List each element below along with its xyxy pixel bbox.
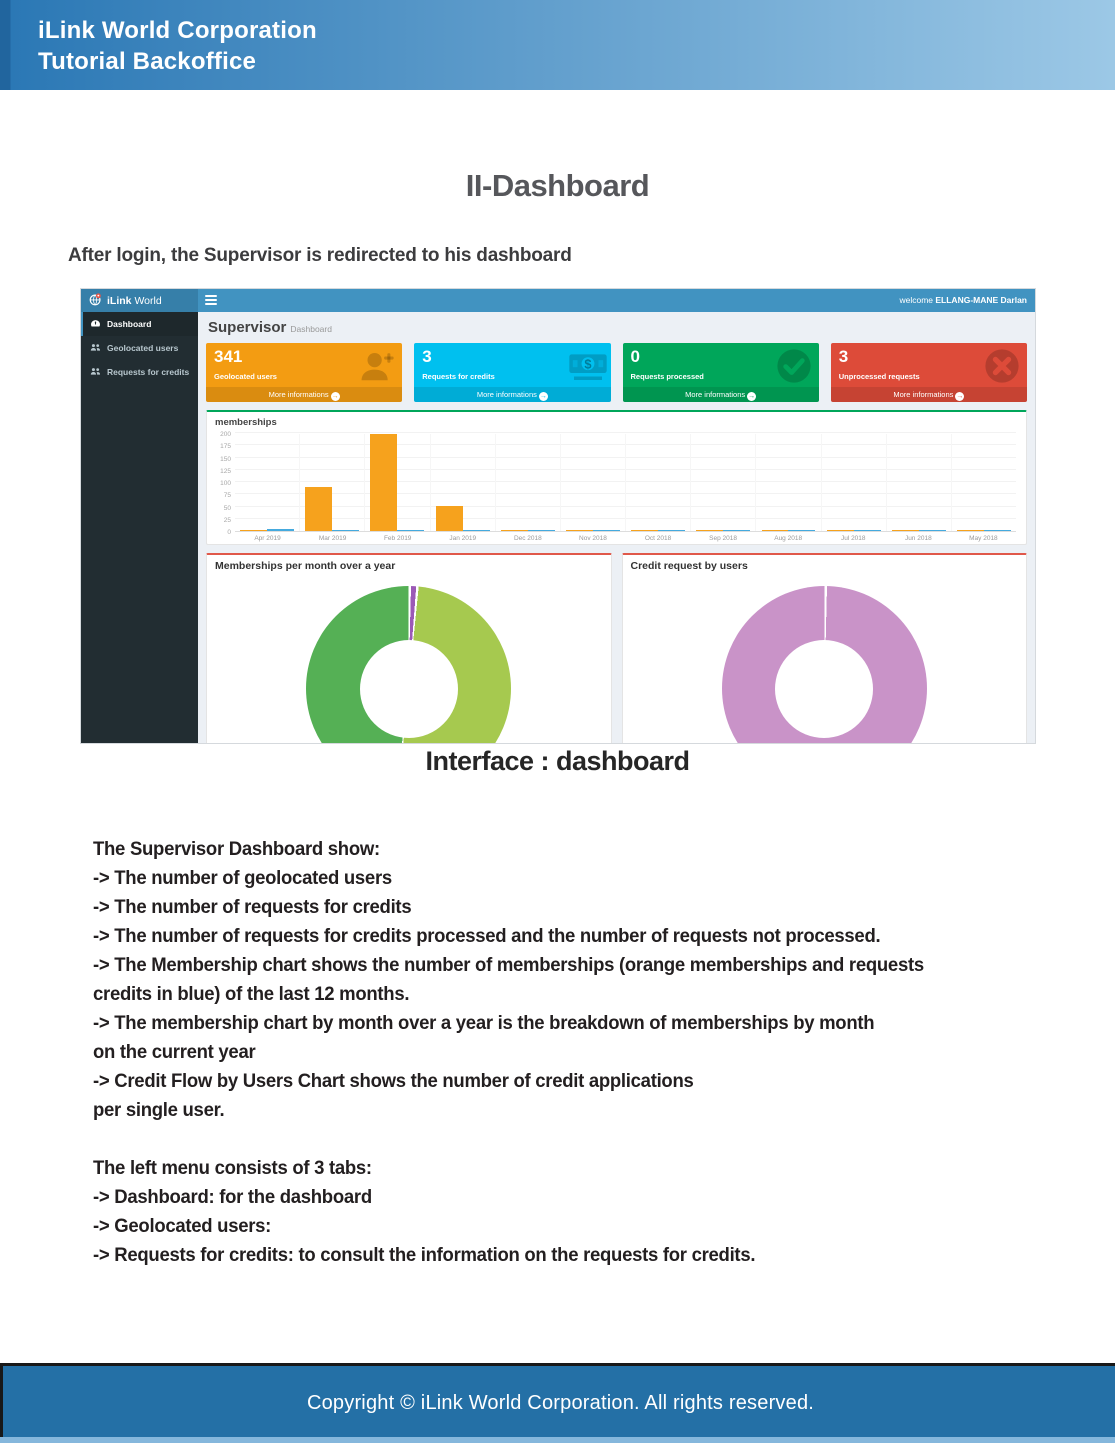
bar-chart-plot — [235, 434, 1016, 532]
y-axis-tick: 150 — [220, 455, 231, 463]
bar-memberships — [436, 506, 463, 531]
content-heading: Supervisor Dashboard — [208, 319, 332, 336]
credit-request-donut-panel — [622, 553, 1028, 743]
card-value: 0 — [630, 347, 640, 366]
text-line: -> The number of requests for credits — [93, 896, 412, 918]
text-line: on the current year — [93, 1041, 256, 1063]
text-line: The left menu consists of 3 tabs: — [93, 1157, 372, 1179]
body-text — [93, 838, 1073, 1128]
bar-group-may-2018 — [951, 434, 1016, 531]
card-value: 3 — [422, 347, 432, 366]
bar-memberships — [305, 487, 332, 531]
memberships-bar-chart — [213, 432, 1020, 544]
intro-text: After login, the Supervisor is redirected to his dashboard — [68, 245, 572, 266]
more-informations-link[interactable]: More informations → — [831, 387, 1027, 402]
user-plus-icon — [358, 347, 396, 385]
text-line: -> The Membership chart shows the number of memberships (orange memberships and requests — [93, 954, 924, 976]
card-value: 3 — [838, 347, 849, 366]
bar-requests-credits — [788, 530, 815, 531]
memberships-donut-title: Memberships per month over a year — [215, 560, 396, 572]
text-line: -> The number of geolocated users — [93, 867, 392, 889]
card-label: Geolocated users — [214, 372, 277, 381]
arrow-circle-icon: → — [956, 393, 964, 400]
bar-memberships — [827, 530, 854, 531]
y-axis-tick: 75 — [223, 492, 231, 500]
bar-requests-credits — [723, 530, 750, 531]
bar-requests-credits — [397, 530, 424, 531]
copyright-text: Copyright © iLink World Corporation. All rights reserved. — [306, 1391, 815, 1414]
y-axis-tick: 25 — [223, 516, 231, 524]
sidebar — [81, 312, 198, 743]
donut-hole — [775, 640, 873, 738]
credit-request-donut-chart — [722, 586, 927, 743]
bar-memberships — [501, 530, 528, 531]
x-axis-tick: Jul 2018 — [840, 535, 866, 542]
bar-group-mar-2019 — [299, 434, 364, 531]
arrow-circle-icon: → — [539, 393, 547, 400]
text-line: -> Credit Flow by Users Chart shows the number of credit applications — [93, 1070, 694, 1092]
x-circle-icon — [983, 347, 1021, 385]
sidebar-item-label: Geolocated users — [107, 343, 179, 353]
top-navbar — [81, 289, 1035, 312]
y-axis-tick: 125 — [220, 467, 231, 475]
memberships-donut-chart — [306, 586, 511, 743]
y-axis-tick: 175 — [220, 443, 231, 451]
bar-requests-credits — [528, 530, 555, 531]
x-axis — [235, 532, 1016, 544]
footer-strip — [0, 1437, 1115, 1443]
y-axis-tick: 50 — [223, 504, 231, 512]
bar-group-dec-2018 — [495, 434, 560, 531]
welcome-text: welcome ELLANG-MANE Darlan — [899, 295, 1027, 305]
bars-row — [235, 434, 1016, 531]
card-label: Requests processed — [630, 372, 704, 381]
document-header-line1: iLink World Corporation — [38, 17, 317, 44]
bar-requests-credits — [463, 530, 490, 531]
bar-group-jul-2018 — [821, 434, 886, 531]
text-line: The Supervisor Dashboard show: — [93, 838, 380, 860]
bar-memberships — [631, 530, 658, 531]
more-informations-link[interactable]: More informations → — [206, 387, 402, 402]
y-axis-tick: 200 — [220, 431, 231, 438]
text-line: credits in blue) of the last 12 months. — [93, 983, 410, 1005]
more-informations-link[interactable]: More informations → — [414, 387, 610, 402]
bar-requests-credits — [919, 530, 946, 531]
x-axis-tick: Jun 2018 — [904, 535, 932, 542]
x-axis-tick: Aug 2018 — [774, 535, 803, 542]
text-line: -> The membership chart by month over a year is the breakdown of memberships by month — [93, 1012, 875, 1034]
document-header-line2: Tutorial Backoffice — [38, 48, 257, 75]
stat-card-geolocated-users — [206, 343, 402, 402]
document-header — [0, 0, 1115, 90]
bar-requests-credits — [658, 530, 685, 531]
dashboard-main — [198, 312, 1035, 743]
card-body — [623, 343, 819, 387]
x-axis-tick: Apr 2019 — [254, 535, 281, 542]
bar-requests-credits — [267, 529, 294, 531]
gauge-icon — [90, 318, 101, 331]
globe-pin-icon — [89, 293, 102, 309]
x-axis-tick: Mar 2019 — [318, 535, 347, 542]
text-line: -> The number of requests for credits processed and the number of requests not processed. — [93, 925, 881, 947]
bar-group-sep-2018 — [690, 434, 755, 531]
dashboard-screenshot — [80, 288, 1036, 744]
hamburger-icon[interactable] — [205, 295, 217, 306]
card-body — [414, 343, 610, 387]
bar-group-nov-2018 — [560, 434, 625, 531]
sidebar-item-geolocated-users[interactable] — [81, 336, 198, 360]
bar-group-aug-2018 — [755, 434, 820, 531]
x-axis-tick: May 2018 — [969, 535, 998, 542]
banknote-icon — [567, 347, 605, 385]
donut-panels-row — [206, 553, 1027, 743]
x-axis-tick: Nov 2018 — [579, 535, 607, 542]
arrow-circle-icon: → — [331, 393, 339, 400]
memberships-panel-title: memberships — [215, 417, 277, 428]
content-subheading: Dashboard — [290, 324, 332, 334]
check-circle-icon — [775, 347, 813, 385]
y-axis-tick: 100 — [220, 480, 231, 487]
text-line: -> Geolocated users: — [93, 1215, 272, 1237]
x-axis-tick: Sep 2018 — [709, 535, 737, 542]
bar-memberships — [957, 530, 984, 531]
y-axis-tick: 0 — [227, 529, 231, 536]
stat-card-unprocessed-requests — [831, 343, 1027, 402]
card-body — [206, 343, 402, 387]
bar-memberships — [696, 530, 723, 531]
users-icon — [90, 342, 101, 355]
arrow-circle-icon: → — [748, 393, 756, 400]
stat-card-requests-processed — [623, 343, 819, 402]
bar-requests-credits — [332, 530, 359, 531]
card-value: 341 — [214, 347, 243, 366]
bar-memberships — [566, 530, 593, 531]
more-informations-link[interactable]: More informations → — [623, 387, 819, 402]
x-axis-tick: Oct 2018 — [644, 535, 672, 542]
bar-memberships — [240, 530, 267, 531]
text-line: per single user. — [93, 1099, 225, 1121]
memberships-panel — [206, 410, 1027, 545]
text-line: -> Requests for credits: to consult the information on the requests for credits. — [93, 1244, 756, 1266]
screenshot-caption: Interface : dashboard — [425, 746, 690, 776]
card-body — [831, 343, 1027, 387]
x-axis-tick: Dec 2018 — [513, 535, 542, 542]
bar-requests-credits — [593, 530, 620, 531]
menu-text — [93, 1157, 1073, 1273]
bar-group-jun-2018 — [886, 434, 951, 531]
x-axis-tick: Jan 2019 — [449, 535, 477, 542]
memberships-donut-panel — [206, 553, 612, 743]
bar-memberships — [892, 530, 919, 531]
users-icon — [90, 366, 101, 379]
credit-request-donut-title: Credit request by users — [630, 560, 748, 572]
card-label: Requests for credits — [422, 372, 495, 381]
gridline — [235, 432, 1016, 433]
x-axis-tick: Feb 2019 — [383, 535, 412, 542]
donut-hole — [360, 640, 458, 738]
page-title: II-Dashboard — [465, 168, 650, 203]
bar-group-apr-2019 — [235, 434, 299, 531]
bar-memberships — [762, 530, 789, 531]
sidebar-item-dashboard[interactable] — [81, 312, 198, 336]
bar-group-oct-2018 — [625, 434, 690, 531]
sidebar-item-requests-for-credits[interactable] — [81, 360, 198, 384]
bar-memberships — [370, 434, 397, 531]
stat-card-requests-for-credits — [414, 343, 610, 402]
document-footer — [0, 1363, 1115, 1443]
bar-group-jan-2019 — [430, 434, 495, 531]
sidebar-item-label: Dashboard — [107, 319, 152, 329]
sidebar-item-label: Requests for credits — [107, 367, 190, 377]
card-label: Unprocessed requests — [838, 372, 920, 381]
brand-text: iLink World — [107, 294, 162, 307]
text-line: -> Dashboard: for the dashboard — [93, 1186, 372, 1208]
stat-cards-row — [206, 343, 1027, 402]
bar-requests-credits — [984, 530, 1011, 531]
bar-requests-credits — [854, 530, 881, 531]
svg-text:$: $ — [583, 356, 592, 372]
bar-group-feb-2019 — [364, 434, 429, 531]
app-logo[interactable] — [81, 289, 198, 312]
